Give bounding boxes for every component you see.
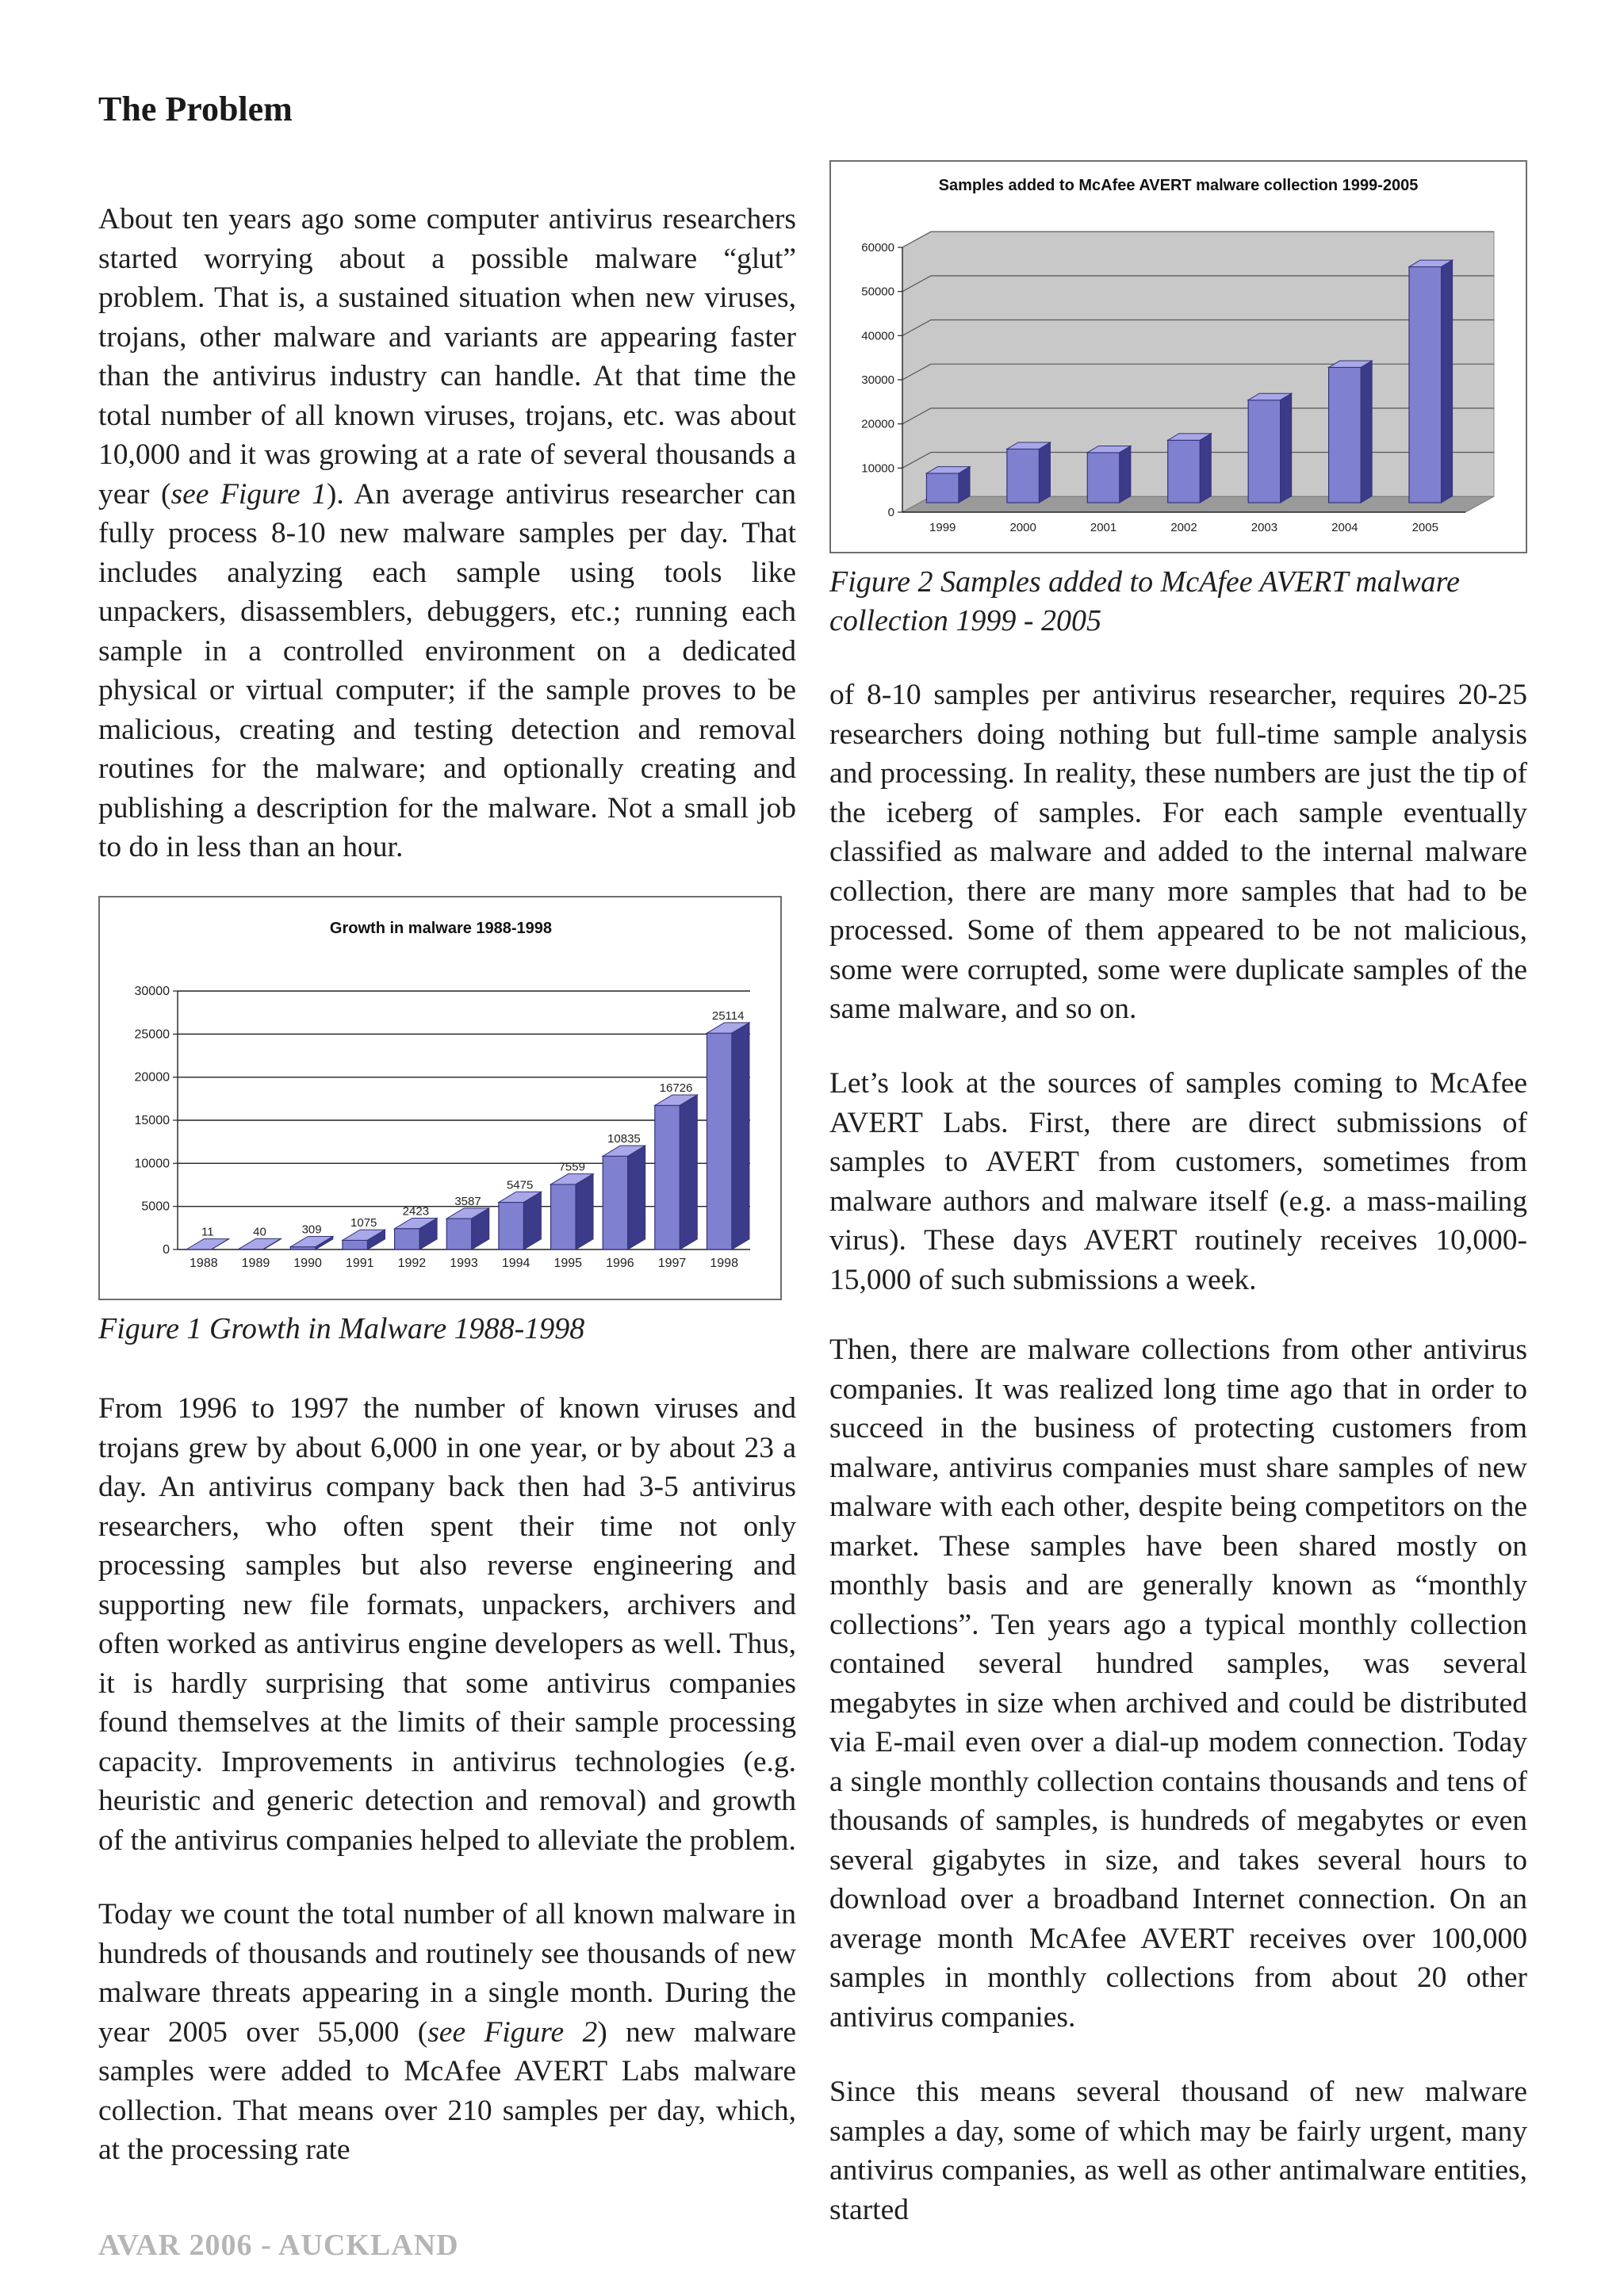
- paragraph-right-3: Then, there are malware collections from other antivirus companies. It was realized long time ago that in order to succeed in the business of protecting customers from malware, antivirus companies must share samples of new malware with each other, despite being competitors on the market. These samples have been shared mostly on monthly basis and are generally known as “monthly collections”. Ten years ago a typical monthly collection contained several hundred samples, was several megabytes in size when archived and could be distributed via E-mail even over a dial-up modem connection. Today a single monthly collection contains thousands and tens of thousands of samples, is hundreds of megabytes or even several gigabytes in size, and takes several hours to download over a broadband Internet connection. On an average month McAfee AVERT receives over 100,000 samples in monthly collections from about 20 other antivirus companies.: [829, 1334, 1527, 2034]
- right-column-p1: [829, 675, 1527, 1029]
- x-tick-label: 1991: [345, 1257, 374, 1270]
- figure-1-caption: Figure 1 Growth in Malware 1988-1998: [98, 1312, 585, 1345]
- x-tick-label: 1997: [657, 1257, 687, 1270]
- x-tick-label: 2005: [1411, 521, 1438, 534]
- bar-side-1995: [576, 1174, 593, 1249]
- figure-2-caption-block: [829, 563, 1527, 641]
- data-label: 3587: [454, 1194, 481, 1208]
- y-tick-label: 10000: [861, 461, 894, 476]
- figure-1-caption-block: [98, 1310, 796, 1349]
- y-tick-label: 40000: [861, 329, 894, 343]
- bar-side-2001: [1120, 446, 1131, 503]
- bar-2004: [1329, 367, 1362, 503]
- bar-1990: [290, 1247, 316, 1249]
- bar-side-2000: [1039, 442, 1050, 503]
- y-tick-label: 50000: [861, 285, 894, 299]
- section-title: The Problem: [98, 90, 293, 128]
- bar-2003: [1248, 400, 1281, 503]
- y-tick-label: 15000: [134, 1114, 170, 1127]
- bar-2001: [1087, 453, 1120, 503]
- data-label: 5475: [506, 1178, 534, 1192]
- left-column-top: [98, 200, 796, 867]
- y-tick-label: 20000: [134, 1070, 170, 1085]
- paragraph-text: ) new malware samples were added to McAfee AVERT Labs malware collection. That means over 210 samples per day, which, at the processing rate: [98, 2015, 796, 2166]
- left-column-middle: [98, 1389, 796, 1860]
- right-column-p3: [829, 1330, 1527, 2037]
- figure-1-svg: [100, 897, 780, 1299]
- bar-side-1994: [523, 1192, 541, 1249]
- y-tick-label: 30000: [134, 985, 170, 998]
- x-tick-label: 1990: [293, 1257, 322, 1270]
- x-tick-label: 2000: [1009, 521, 1036, 534]
- x-tick-label: 1988: [190, 1257, 218, 1270]
- y-tick-label: 0: [887, 506, 894, 519]
- y-tick-label: 10000: [134, 1157, 170, 1171]
- y-tick-label: 30000: [861, 373, 894, 387]
- x-tick-label: 1989: [241, 1257, 270, 1270]
- bar-1992: [395, 1229, 420, 1249]
- x-tick-label: 1995: [553, 1257, 583, 1270]
- bar-1994: [499, 1203, 524, 1249]
- figure-2-caption: Figure 2 Samples added to McAfee AVERT malware collection 1999 - 2005: [829, 565, 1460, 637]
- paragraph-right-4: Since this means several thousand of new malware samples a day, some of which may be fairly urgent, many antivirus companies, as well as other antimalware entities, started: [829, 2076, 1527, 2226]
- x-tick-label: 1998: [710, 1257, 738, 1270]
- x-tick-label: 2001: [1090, 521, 1117, 534]
- right-column-p2: [829, 1064, 1527, 1299]
- data-label: 2423: [402, 1204, 430, 1219]
- data-label: 16726: [659, 1081, 693, 1096]
- x-tick-label: 2004: [1331, 521, 1358, 534]
- data-label: 309: [301, 1223, 322, 1237]
- bar-side-1999: [959, 467, 970, 503]
- paragraph-text: Today we count the total number of all known malware in hundreds of thousands and routinely see thousands of new malware threats appearing in a single month. During the year 2005 over 55,000 (: [98, 1898, 796, 2049]
- bar-1996: [603, 1156, 628, 1249]
- bar-side-2005: [1442, 260, 1453, 503]
- paragraph-left-2: From 1996 to 1997 the number of known viruses and trojans grew by about 6,000 in one year, or by about 23 a day. An antivirus company back then had 3-5 antivirus researchers, who often spent their time not only processing samples but also reverse engineering and supporting new file formats, unpackers, archivers and often worked as antivirus engine developers as well. Thus, it is hardly surprising that some antivirus companies found themselves at the limits of their sample processing capacity. Improvements in antivirus technologies (e.g. heuristic and generic detection and removal) and growth of the antivirus companies helped to alleviate the problem.: [98, 1392, 796, 1857]
- x-tick-label: 1999: [929, 521, 956, 534]
- y-tick-label: 0: [163, 1243, 170, 1257]
- bar-1999: [926, 473, 959, 503]
- x-tick-label: 1994: [501, 1257, 530, 1270]
- data-label: 25114: [711, 1008, 745, 1023]
- figure-reference[interactable]: see Figure 1: [170, 477, 327, 511]
- y-tick-label: 20000: [861, 417, 894, 431]
- bar-1995: [551, 1184, 576, 1249]
- bar-2005: [1409, 266, 1442, 503]
- y-tick-label: 60000: [861, 241, 894, 254]
- bar-1998: [707, 1033, 732, 1249]
- bar-top-1988: [186, 1239, 229, 1249]
- data-label: 10835: [607, 1132, 641, 1146]
- bar-side-1997: [680, 1095, 697, 1249]
- bar-1997: [655, 1105, 680, 1249]
- paragraph-text: ). An average antivirus researcher can fully process 8-10 new malware samples per day. That includes analyzing each sample using tools like unpackers, disassemblers, debuggers, etc.; running each sample in a controlled environment on a dedicated physical or virtual computer; if the sample proves to be malicious, creating and testing detection and removal routines for the malware; and optionally creating and publishing a description for the malware. Not a small job to do in less than an hour.: [98, 477, 797, 863]
- figure-1-chart: [98, 896, 782, 1300]
- x-tick-label: 2003: [1251, 521, 1278, 534]
- paragraph-text: About ten years ago some computer antivirus researchers started worrying about a possible malware “glut” problem. That is, a sustained situation when new viruses, trojans, other malware and variants are appearing faster than the antivirus industry can handle. At that time the total number of all known viruses, trojans, etc. was about 10,000 and it was growing at a rate of several thousands a year (: [98, 203, 796, 511]
- chart-title: Samples added to McAfee AVERT malware collection 1999-2005: [938, 177, 1419, 194]
- y-tick-label: 25000: [134, 1027, 170, 1042]
- bar-side-1996: [628, 1146, 645, 1249]
- paragraph-left-3: [98, 1895, 796, 2170]
- paragraph-left-1: [98, 200, 796, 867]
- chart-title: Growth in malware 1988-1998: [329, 920, 553, 937]
- x-tick-label: 2002: [1170, 521, 1197, 534]
- bar-1991: [343, 1240, 368, 1249]
- x-tick-label: 1992: [397, 1257, 427, 1270]
- data-label: 40: [253, 1225, 266, 1239]
- right-column-p4: [829, 2072, 1527, 2229]
- x-tick-label: 1993: [450, 1257, 478, 1270]
- data-label: 7559: [558, 1160, 585, 1174]
- x-tick-label: 1996: [606, 1257, 634, 1270]
- bar-top-1989: [239, 1238, 282, 1249]
- figure-2-svg: [831, 162, 1526, 552]
- bar-side-2004: [1361, 361, 1372, 503]
- footer-conference-label: AVAR 2006 - AUCKLAND: [98, 2229, 459, 2262]
- figure-reference[interactable]: see Figure 2: [427, 2015, 598, 2049]
- bar-side-1998: [732, 1023, 749, 1249]
- paragraph-right-1: of 8-10 samples per antivirus researcher, requires 20-25 researchers doing nothing but full-time sample analysis and processing. In reality, these numbers are just the tip of the iceberg of samples. For each sample eventually classified as malware and added to the internal malware collection, there are many more samples that had to be processed. Some of them appeared to be not malicious, some were corrupted, some were duplicate samples of the same malware, and so on.: [829, 679, 1527, 1025]
- bar-2002: [1168, 440, 1201, 503]
- left-column-bottom: [98, 1895, 796, 2170]
- data-label: 1075: [350, 1216, 377, 1230]
- figure-2-chart: [829, 160, 1527, 553]
- paragraph-right-2: Let’s look at the sources of samples coming to McAfee AVERT Labs. First, there are direct submissions of samples to AVERT from customers, sometimes from malware authors and malware itself (e.g. a mass-mailing virus). These days AVERT routinely receives 10,000-15,000 of such submissions a week.: [829, 1067, 1527, 1296]
- bar-2000: [1007, 449, 1040, 503]
- bar-side-2002: [1200, 434, 1211, 503]
- y-tick-label: 5000: [141, 1200, 170, 1214]
- bar-side-2003: [1281, 393, 1292, 503]
- bar-1993: [446, 1219, 472, 1249]
- data-label: 11: [201, 1225, 214, 1239]
